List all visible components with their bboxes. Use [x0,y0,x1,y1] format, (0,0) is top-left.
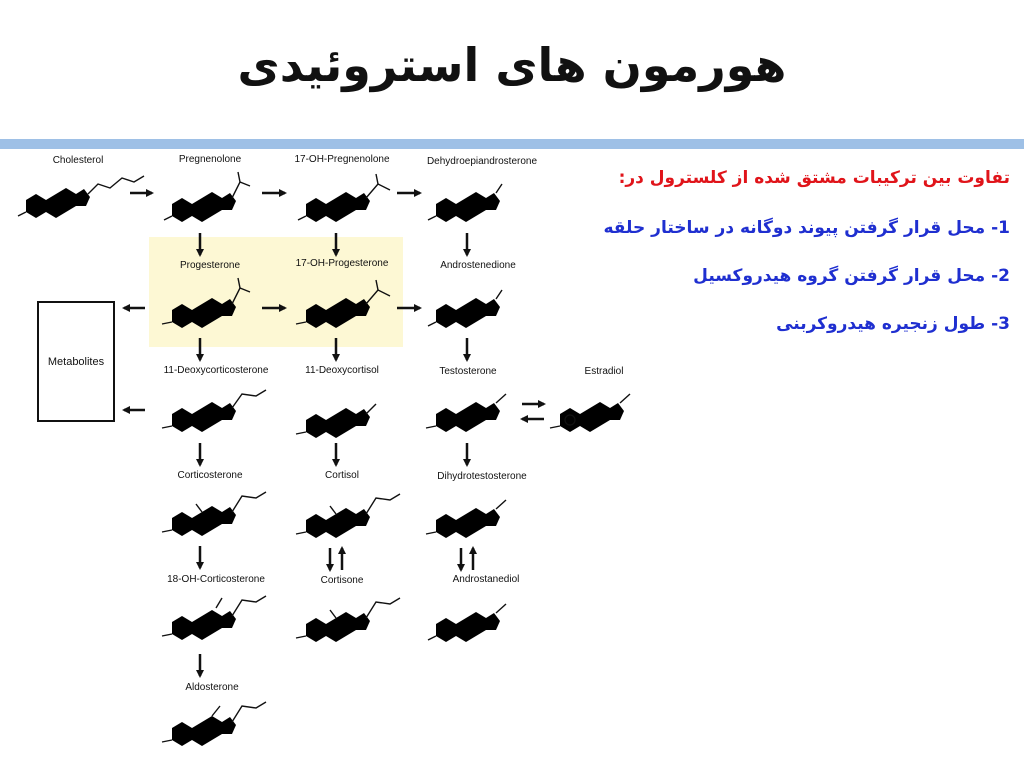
note-item-2: 2- محل قرار گرفتن گروه هیدروکسیل [693,266,1010,286]
title-divider [0,139,1024,149]
label-cholesterol: Cholesterol [52,155,104,166]
label-18-oh-corticosterone: 18-OH-Corticosterone [167,574,265,585]
label-progesterone: Progesterone [179,260,241,271]
label-dihydrotestosterone: Dihydrotestosterone [437,471,527,482]
structure-testosterone [426,394,506,432]
structure-aldosterone [162,702,266,746]
label-dhea: Dehydroepiandrosterone [426,156,538,167]
label-17-oh-progesterone: 17-OH-Progesterone [295,258,389,269]
label-17-oh-pregnenolone: 17-OH-Pregnenolone [294,154,390,165]
structure-18-oh-corticosterone [162,596,266,640]
label-cortisone: Cortisone [320,575,364,586]
structure-cortisol [296,494,400,538]
structure-cortisone [296,598,400,642]
structure-corticosterone [162,492,266,536]
structure-androstenedione [428,290,502,328]
structure-11-deoxycorticosterone [162,390,266,432]
notes-panel [540,168,1010,362]
label-pregnenolone: Pregnenolone [178,154,242,165]
label-11-deoxycorticosterone: 11-Deoxycorticosterone [163,365,269,376]
structure-pregnenolone [164,172,250,222]
label-androstanediol: Androstanediol [452,574,520,585]
notes-heading: تفاوت بین ترکیبات مشتق شده از کلسترول در: [618,168,1010,188]
label-testosterone: Testosterone [439,366,497,377]
label-aldosterone: Aldosterone [185,682,239,693]
structure-androstanediol [428,604,506,642]
structure-11-deoxycortisol [296,404,376,438]
label-corticosterone: Corticosterone [177,470,243,481]
label-11-deoxycortisol: 11-Deoxycortisol [305,365,379,376]
label-cortisol: Cortisol [325,470,359,481]
note-item-1: 1- محل قرار گرفتن پیوند دوگانه در ساختار حلقه [603,218,1010,238]
structure-cholesterol [18,176,144,218]
slide-title: هورمون های استروئیدی [237,38,787,92]
note-item-3: 3- طول زنجیره هیدروکربنی [776,314,1010,334]
label-androstenedione: Androstenedione [440,260,516,271]
metabolites-label: Metabolites [47,356,105,368]
structure-dhea [428,184,502,222]
progestin-highlight-box [149,237,403,347]
structure-estradiol [550,394,630,432]
structure-17-oh-pregnenolone [298,174,390,222]
label-estradiol: Estradiol [584,366,624,377]
structure-dihydrotestosterone [426,500,506,538]
